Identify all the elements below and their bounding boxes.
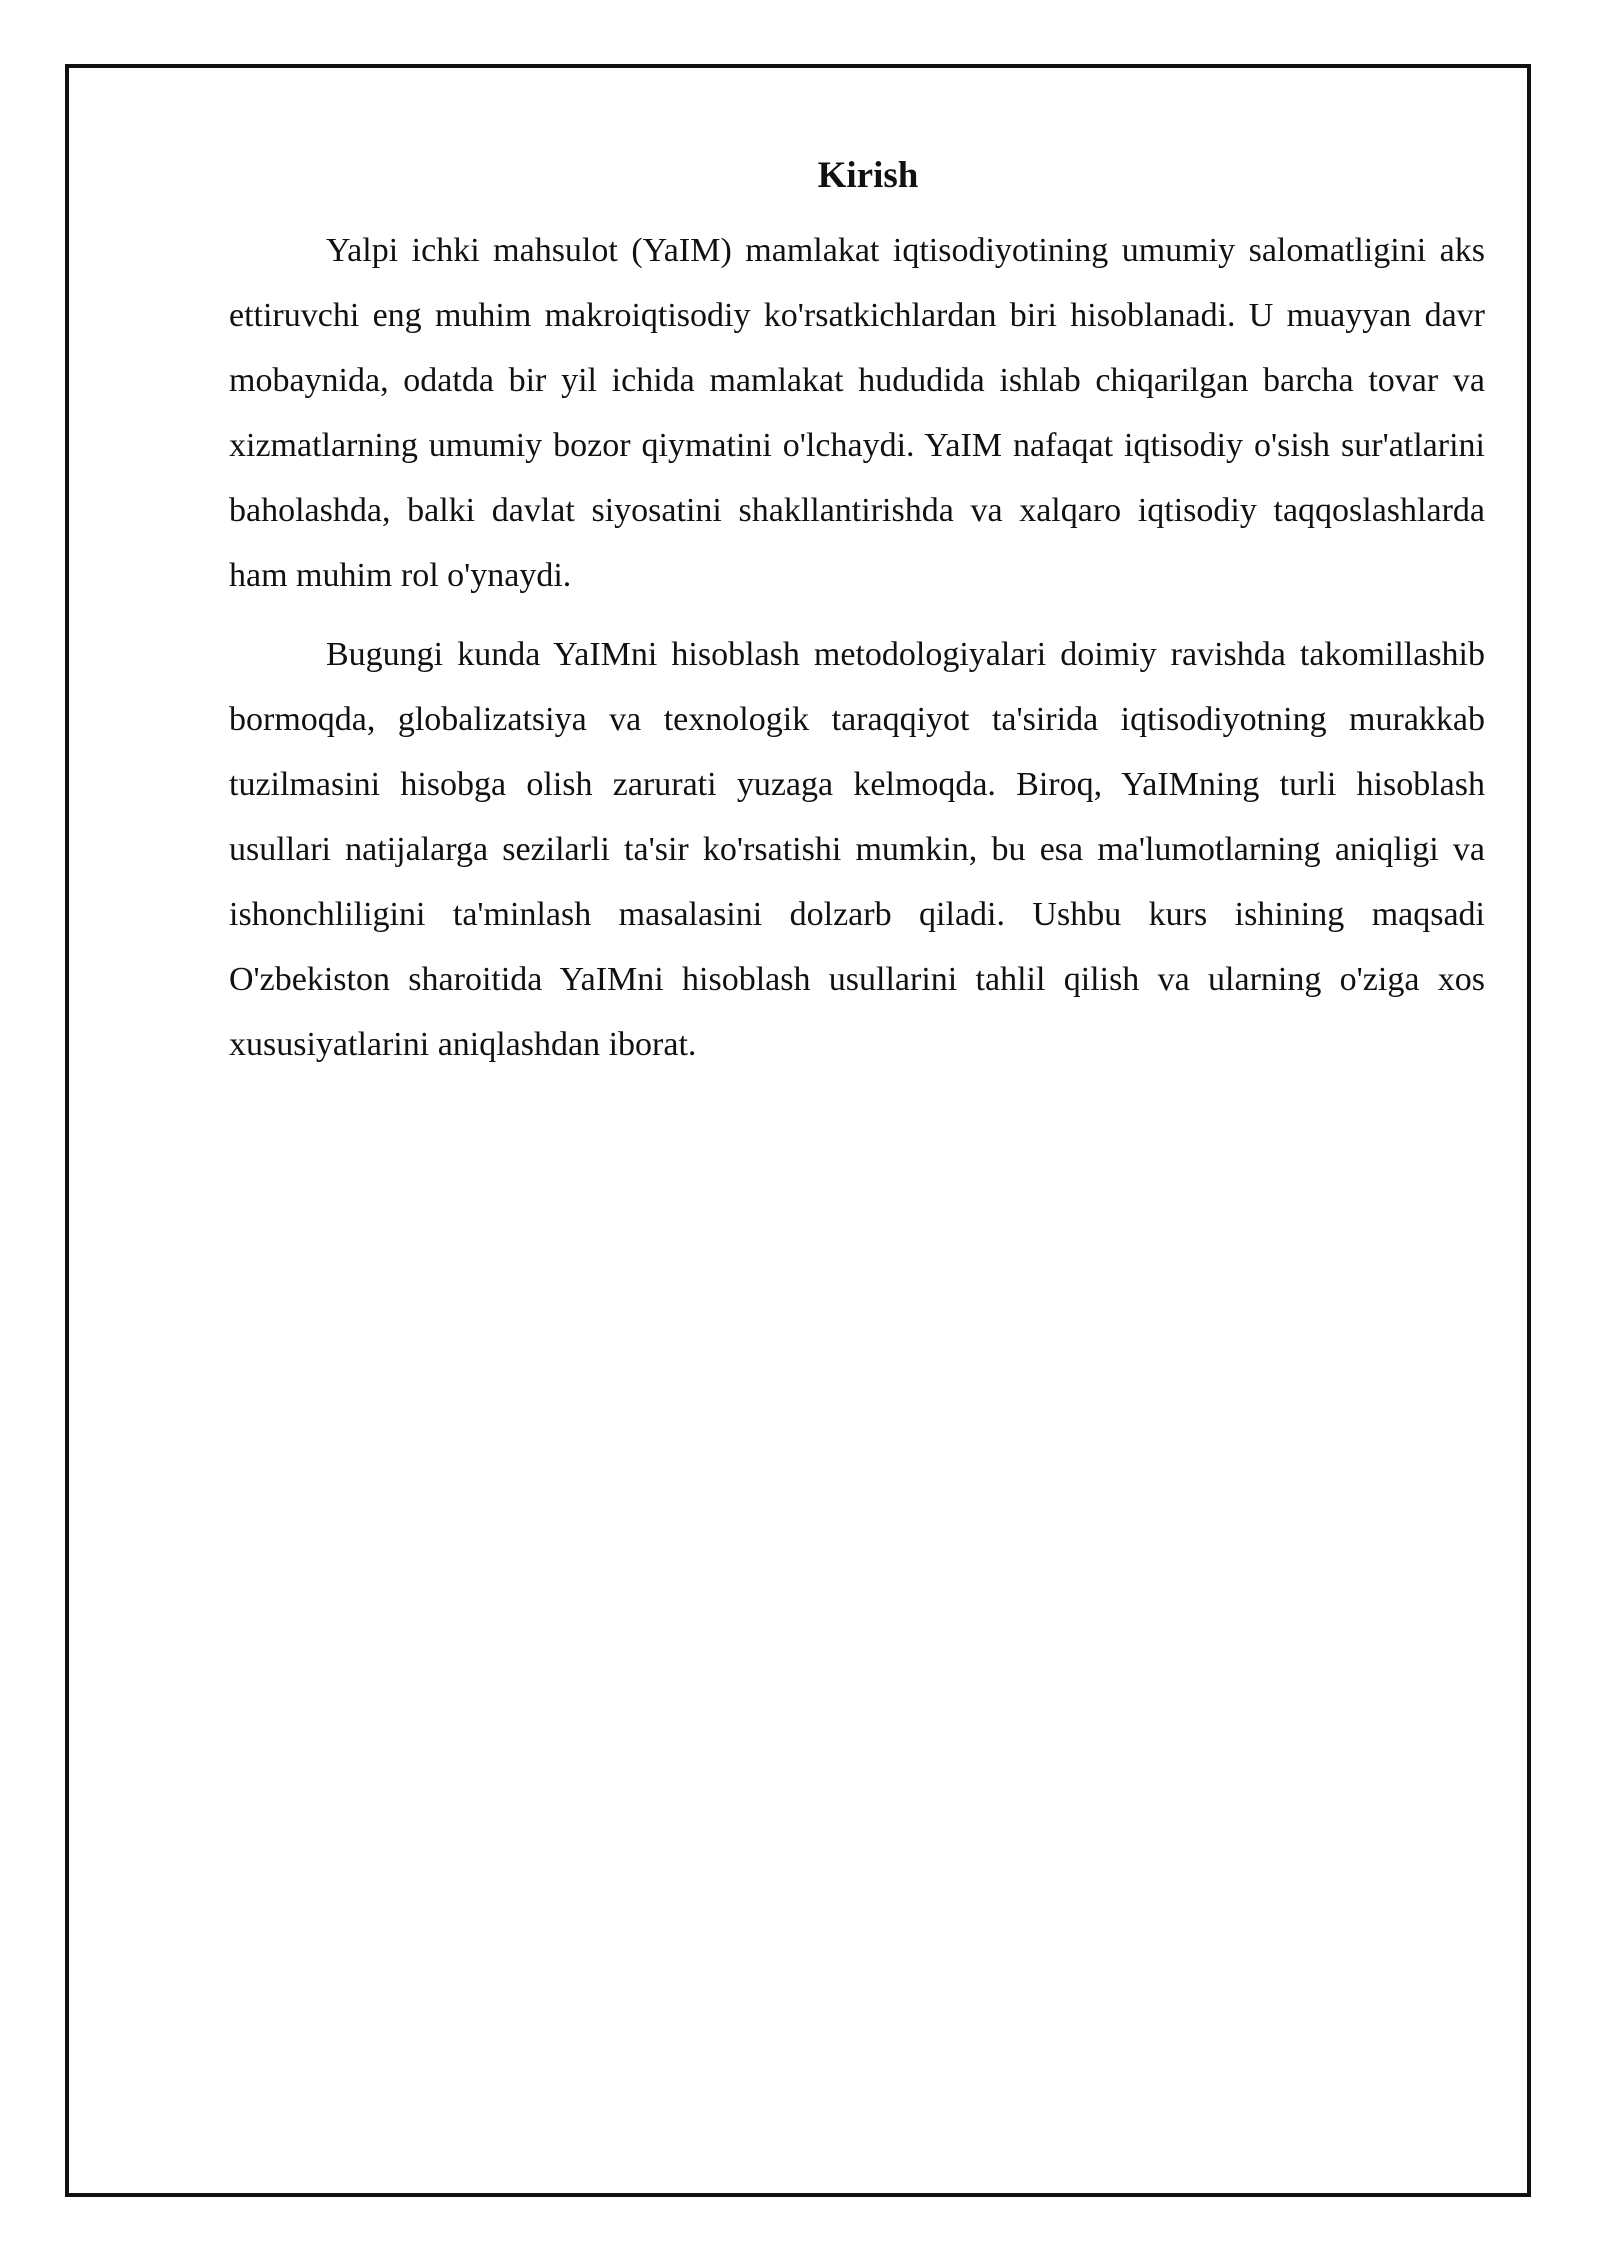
paragraph-intro: Yalpi ichki mahsulot (YaIM) mamlakat iqtisodiyotining umumiy salomatligini aks ettiruvchi eng muhim makroiqtisodiy ko'rsatkichlardan biri hisoblanadi. U muayyan davr mobaynida, odatda bir yil ichida mamlakat hududida ishlab chiqarilgan barcha tovar va xizmatlarning umumiy bozor qiymatini o'lchaydi. YaIM nafaqat iqtisodiy o'sish sur'atlarini baholashda, balki davlat siyosatini shakllantirishda va xalqaro iqtisodiy taqqoslashlarda ham muhim rol o'ynaydi. <box>229 232 1485 594</box>
document-body <box>229 148 1485 1077</box>
paragraph-purpose: Bugungi kunda YaIMni hisoblash metodologiyalari doimiy ravishda takomillashib bormoqda, globalizatsiya va texnologik taraqqiyot ta'sirida iqtisodiyotning murakkab tuzilmasini hisobga olish zarurati yuzaga kelmoqda. Biroq, YaIMning turli hisoblash usullari natijalarga sezilarli ta'sir ko'rsatishi mumkin, bu esa ma'lumotlarning aniqligi va ishonchliligini ta'minlash masalasini dolzarb qiladi. Ushbu kurs ishining maqsadi O'zbekiston sharoitida YaIMni hisoblash usullarini tahlil qilish va ularning o'ziga xos xususiyatlarini aniqlashdan iborat. <box>229 636 1485 1063</box>
page-title: Kirish <box>817 155 919 196</box>
